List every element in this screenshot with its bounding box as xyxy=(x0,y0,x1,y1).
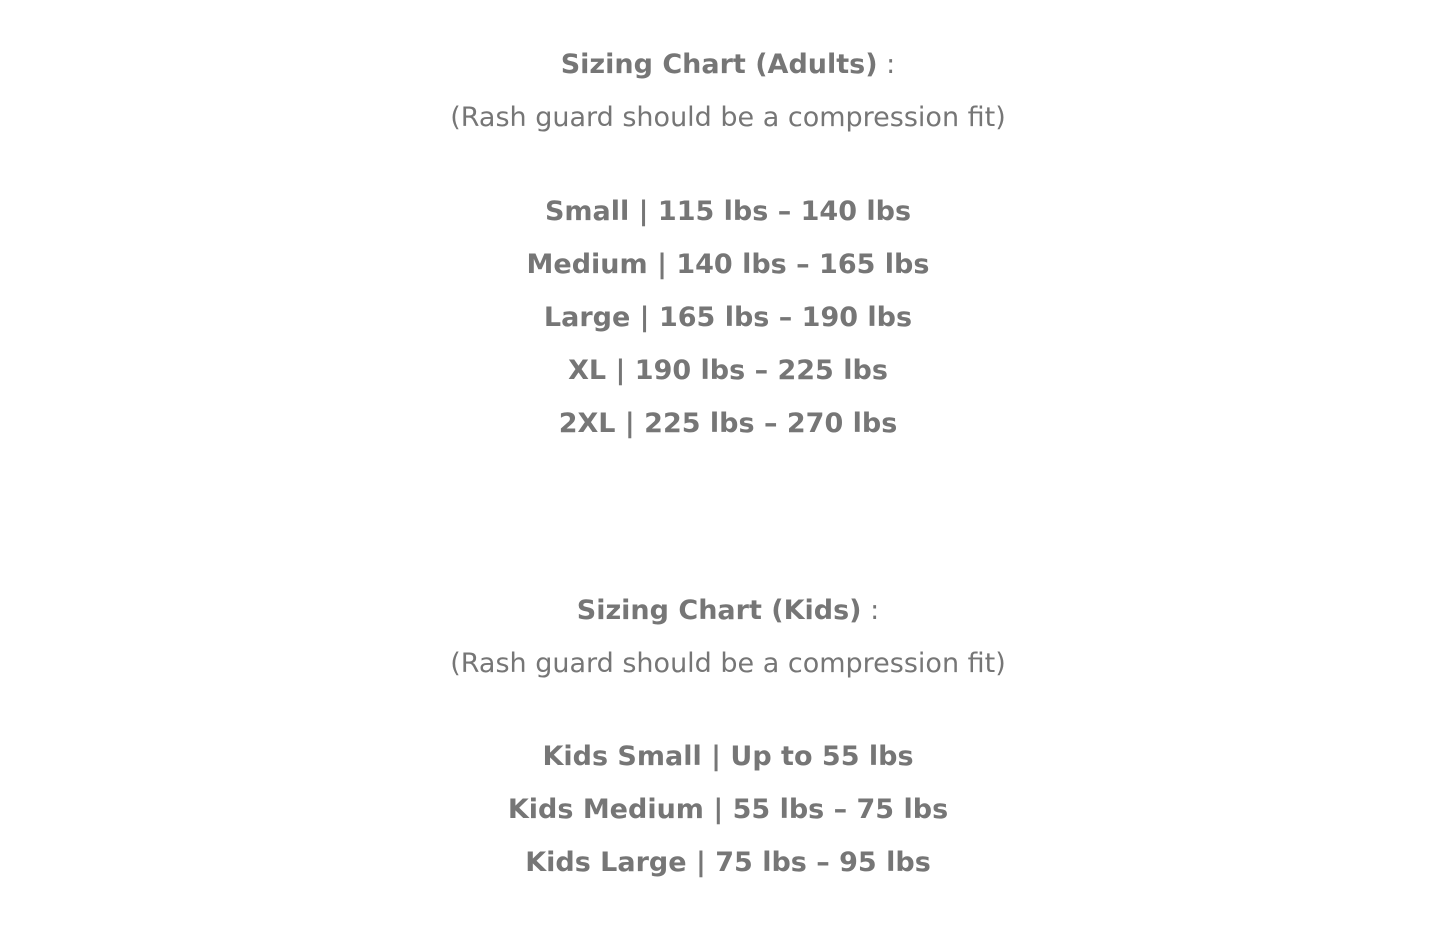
kids-size-small: Kids Small | Up to 55 lbs xyxy=(542,741,914,772)
kids-size-large: Kids Large | 75 lbs – 95 lbs xyxy=(525,847,931,878)
adults-size-medium: Medium | 140 lbs – 165 lbs xyxy=(526,249,930,280)
kids-size-medium: Kids Medium | 55 lbs – 75 lbs xyxy=(507,794,949,825)
adults-size-small: Small | 115 lbs – 140 lbs xyxy=(544,196,912,227)
kids-sizing-title: Sizing Chart (Kids) xyxy=(576,595,862,626)
adults-sizing-title: Sizing Chart (Adults) xyxy=(560,49,878,80)
adults-size-2xl: 2XL | 225 lbs – 270 lbs xyxy=(558,408,898,439)
adults-size-xl: XL | 190 lbs – 225 lbs xyxy=(568,355,888,386)
adults-sizing-heading xyxy=(0,47,1452,83)
kids-sizing-title-suffix: : xyxy=(861,595,880,626)
adults-size-large: Large | 165 lbs – 190 lbs xyxy=(543,302,913,333)
kids-sizing-heading xyxy=(0,593,1452,629)
adults-sizing-title-suffix: : xyxy=(877,49,896,80)
adults-fit-note: (Rash guard should be a compression fit) xyxy=(450,102,1006,133)
kids-fit-note: (Rash guard should be a compression fit) xyxy=(450,648,1006,679)
